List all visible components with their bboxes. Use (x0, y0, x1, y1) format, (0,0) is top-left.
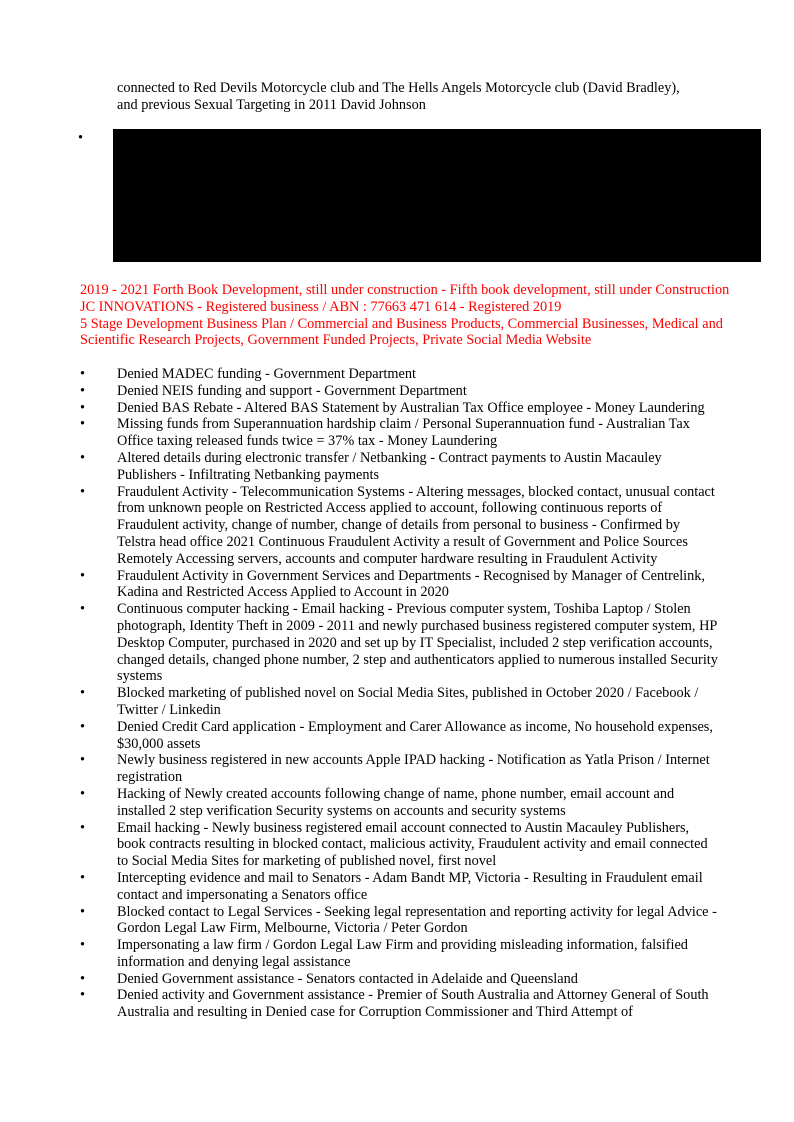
list-item-text: Missing funds from Superannuation hardship claim / Personal Superannuation fund - Australian Tax Office taxing released funds twice = 37% tax - Money Laundering (117, 416, 690, 450)
bullet-marker: • (80, 752, 86, 769)
list-item (80, 937, 720, 971)
list-item (80, 786, 720, 820)
list-item-text: Denied Credit Card application - Employment and Carer Allowance as income, No household expenses, $30,000 assets (117, 718, 713, 752)
list-item-text: Altered details during electronic transfer / Netbanking - Contract payments to Austin Macauley Publishers - Infiltrating Netbanking payments (117, 449, 662, 483)
incident-list (80, 366, 720, 1021)
list-item (80, 870, 720, 904)
bullet-marker: • (80, 449, 86, 466)
bullet-marker: • (80, 819, 86, 836)
list-item-text: Fraudulent Activity - Telecommunication Systems - Altering messages, blocked contact, unusual contact from unknown people on Restricted Access applied to account, following continuous reports of Fraudulent activity, change of number, change of details from personal to business - Confirmed by Telstra head office 2021 Continuous Fraudulent Activity a result of Government and Police Sources Remotely Accessing servers, accounts and computer hardware resulting in Fraudulent Activity (117, 483, 715, 567)
bullet-marker: • (80, 366, 86, 382)
list-item (80, 416, 720, 450)
bullet-marker: • (80, 970, 86, 987)
list-item (80, 400, 720, 417)
list-item (80, 366, 720, 383)
bullet-marker: • (80, 869, 86, 886)
list-item-text: Intercepting evidence and mail to Senators - Adam Bandt MP, Victoria - Resulting in Fraudulent email contact and impersonating a Senators office (117, 869, 703, 903)
bullet-marker: • (80, 601, 86, 618)
list-item-text: Denied Government assistance - Senators contacted in Adelaide and Queensland (117, 970, 578, 987)
list-item (80, 987, 720, 1021)
bullet-marker: • (78, 130, 84, 146)
list-item-text: Blocked contact to Legal Services - Seeking legal representation and reporting activity for legal Advice - Gordon Legal Law Firm, Melbourne, Victoria / Peter Gordon (117, 903, 717, 937)
bullet-marker: • (80, 987, 86, 1004)
bullet-marker: • (80, 382, 86, 399)
bullet-marker: • (80, 416, 86, 433)
list-item (80, 752, 720, 786)
bullet-marker: • (80, 483, 86, 500)
intro-line: and previous Sexual Targeting in 2011 David Johnson (117, 96, 426, 113)
bullet-marker: • (80, 785, 86, 802)
bullet-marker: • (80, 937, 86, 954)
list-item (80, 971, 720, 988)
bullet-marker: • (80, 567, 86, 584)
bullet-marker: • (80, 903, 86, 920)
list-item (80, 383, 720, 400)
list-item-text: Denied BAS Rebate - Altered BAS Statement by Australian Tax Office employee - Money Laundering (117, 399, 705, 416)
list-item-text: Denied MADEC funding - Government Department (117, 366, 416, 382)
list-item-text: Newly business registered in new accounts Apple IPAD hacking - Notification as Yatla Prison / Internet registration (117, 752, 710, 786)
bullet-marker: • (80, 685, 86, 702)
list-item-text: Blocked marketing of published novel on Social Media Sites, published in October 2020 / Facebook / Twitter / Linkedin (117, 685, 699, 718)
list-item-text: Email hacking - Newly business registered email account connected to Austin Macauley Publishers, book contracts resulting in blocked contact, malicious activity, Fraudulent activity and email connected to Social Media Sites for marketing of published novel, first novel (117, 819, 708, 870)
bullet-marker: • (80, 718, 86, 735)
intro-paragraph (117, 80, 737, 114)
list-item (80, 904, 720, 938)
list-item (80, 719, 720, 753)
business-plan-line: 5 Stage Development Business Plan / Commercial and Business Products, Commercial Businesses, Medical and Scientific Research Projects, Government Funded Projects, Private Social Media Website (80, 315, 723, 349)
intro-line: connected to Red Devils Motorcycle club and The Hells Angels Motorcycle club (David Bradley), (117, 80, 680, 96)
list-item-text: Hacking of Newly created accounts following change of name, phone number, email account and installed 2 step verification Security systems on accounts and security systems (117, 785, 675, 819)
development-line: 2019 - 2021 Forth Book Development, still under construction - Fifth book development, still under Construction (80, 282, 730, 298)
list-item (80, 450, 720, 484)
list-item-text: Denied activity and Government assistance - Premier of South Australia and Attorney General of South Australia and resulting in Denied case for Corruption Commissioner and Third Attempt of (117, 987, 709, 1021)
list-item-text: Continuous computer hacking - Email hacking - Previous computer system, Toshiba Laptop / Stolen photograph, Identity Theft in 2009 - 2011 and newly purchased business registered computer system, HP Desktop Computer, purchased in 2020 and set up by IT Specialist, included 2 step verification accounts, changed details, changed phone number, 2 step and authenticators applied to numerous installed Security systems (117, 601, 718, 685)
bullet-marker: • (80, 399, 86, 416)
list-item-text: Impersonating a law firm / Gordon Legal Law Firm and providing misleading information, falsified information and denying legal assistance (117, 937, 688, 970)
list-item (80, 685, 720, 719)
list-item (80, 484, 720, 568)
list-item-text: Denied NEIS funding and support - Government Department (117, 382, 467, 399)
business-registration-line: JC INNOVATIONS - Registered business / ABN : 77663 471 614 - Registered 2019 (80, 298, 562, 315)
redacted-block (113, 129, 761, 262)
highlighted-section (80, 282, 730, 349)
list-item (80, 601, 720, 685)
list-item (80, 820, 720, 870)
list-item-text: Fraudulent Activity in Government Services and Departments - Recognised by Manager of Centrelink, Kadina and Restricted Access Applied to Account in 2020 (117, 567, 706, 601)
list-item (80, 568, 720, 602)
